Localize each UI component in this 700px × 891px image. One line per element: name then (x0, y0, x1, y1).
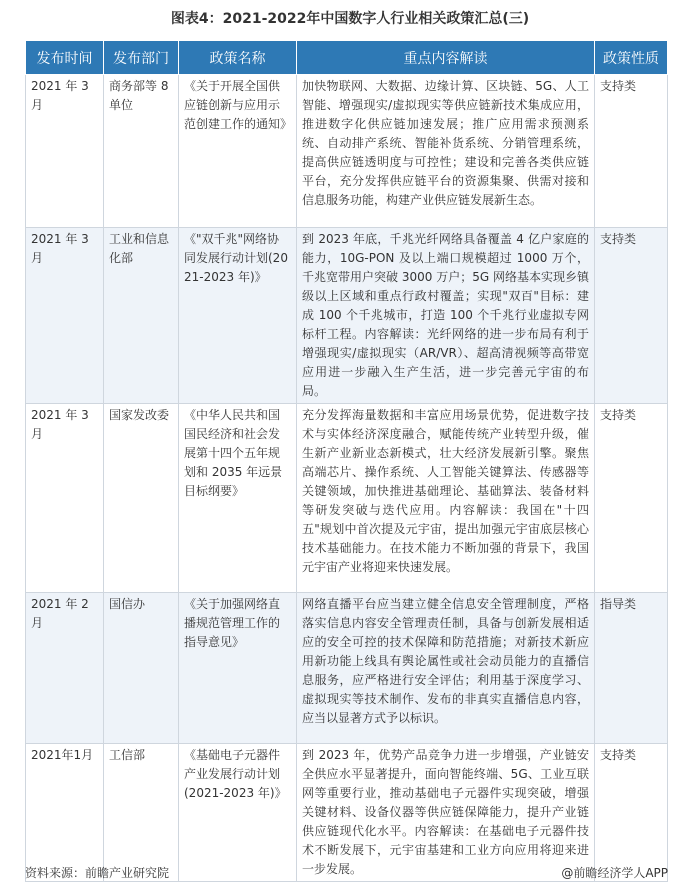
cell-policy-name: 《关于加强网络直播规范管理工作的指导意见》 (179, 593, 297, 744)
source-note: 资料来源：前瞻产业研究院 (25, 866, 170, 880)
header-policy-name: 政策名称 (179, 41, 297, 75)
cell-key-content: 网络直播平台应当建立健全信息安全管理制度，严格落实信息内容安全管理责任制，具备与创新发展相适应的安全可控的技术保障和防范措施；对新技术新应用新功能上线具有舆论属性或社会动员能力的直播信息服务，应严格进行安全评估；利用基于深度学习、虚拟现实等技术制作、发布的非真实直播信息内容，应当以显著方式予以标识。 (297, 593, 595, 744)
cell-date: 2021 年 3 月 (26, 228, 104, 404)
cell-key-content: 到 2023 年底，千兆光纤网络具备覆盖 4 亿户家庭的能力，10G-PON 及以上端口规模超过 1000 万个，千兆宽带用户突破 3000 万户；5G 网络基本实现乡镇级以上区域和重点行政村覆盖；实现"双百"目标：建成 100 个千兆城市，打造 100 个千兆行业虚拟专网标杆工程。内容解读：光纤网络的进一步布局有利于增强现实/虚拟现实（AR/VR）、超高清视频等高带宽应用进一步融入生产生活，进一步完善元宇宙的布局。 (297, 228, 595, 404)
cell-policy-nature: 指导类 (595, 593, 668, 744)
cell-policy-nature: 支持类 (595, 744, 668, 882)
cell-policy-name: 《中华人民共和国国民经济和社会发展第十四个五年规划和 2035 年远景目标纲要》 (179, 404, 297, 593)
cell-policy-nature: 支持类 (595, 404, 668, 593)
cell-department: 国信办 (104, 593, 179, 744)
header-key-content: 重点内容解读 (297, 41, 595, 75)
cell-department: 国家发改委 (104, 404, 179, 593)
header-date: 发布时间 (26, 41, 104, 75)
figure-title: 图表4：2021-2022年中国数字人行业相关政策汇总(三) (170, 11, 530, 27)
table-row (26, 404, 668, 593)
cell-date: 2021年1月 (26, 744, 104, 882)
table-row (26, 593, 668, 744)
cell-policy-nature: 支持类 (595, 228, 668, 404)
table-header-row (26, 41, 668, 75)
cell-key-content: 到 2023 年，优势产品竞争力进一步增强，产业链安全供应水平显著提升，面向智能终端、5G、工业互联网等重要行业，推动基础电子元器件实现突破，增强关键材料、设备仪器等供应链保障能力，提升产业链供应链现代化水平。内容解读：在基础电子元器件技术不断发展下，元宇宙基建和工业方向应用将迎来进一步发展。 (297, 744, 595, 882)
cell-department: 工业和信息化部 (104, 228, 179, 404)
cell-policy-nature: 支持类 (595, 75, 668, 228)
table-row (26, 228, 668, 404)
table-row (26, 75, 668, 228)
policy-table (25, 40, 668, 882)
header-policy-nature: 政策性质 (595, 41, 668, 75)
cell-key-content: 加快物联网、大数据、边缘计算、区块链、5G、人工智能、增强现实/虚拟现实等供应链新技术集成应用，推进数字化供应链加速发展；推广应用需求预测系统、自动排产系统、智能补货系统、分销管理系统，提高供应链透明度与可控性；建设和完善各类供应链平台，充分发挥供应链平台的资源集聚、供需对接和信息服务功能，构建产业供应链发展新生态。 (297, 75, 595, 228)
cell-date: 2021 年 3 月 (26, 404, 104, 593)
cell-date: 2021 年 3 月 (26, 75, 104, 228)
cell-date: 2021 年 2 月 (26, 593, 104, 744)
table-row (26, 744, 668, 882)
cell-key-content: 充分发挥海量数据和丰富应用场景优势，促进数字技术与实体经济深度融合，赋能传统产业转型升级，催生新产业新业态新模式，壮大经济发展新引擎。聚焦高端芯片、操作系统、人工智能关键算法、传感器等关键领域，加快推进基础理论、基础算法、装备材料等研发突破与迭代应用。内容解读：我国在"十四五"规划中首次提及元宇宙，提出加强元宇宙底层核心技术基础能力。在技术能力不断加强的背景下，我国元宇宙产业将迎来快速发展。 (297, 404, 595, 593)
cell-policy-name: 《"双千兆"网络协同发展行动计划(2021-2023 年)》 (179, 228, 297, 404)
cell-department: 商务部等 8 单位 (104, 75, 179, 228)
cell-policy-name: 《关于开展全国供应链创新与应用示范创建工作的通知》 (179, 75, 297, 228)
header-department: 发布部门 (104, 41, 179, 75)
cell-policy-name: 《基础电子元器件产业发展行动计划(2021-2023 年)》 (179, 744, 297, 882)
brand-credit: @前瞻经济学人APP (561, 866, 668, 880)
cell-department: 工信部 (104, 744, 179, 882)
